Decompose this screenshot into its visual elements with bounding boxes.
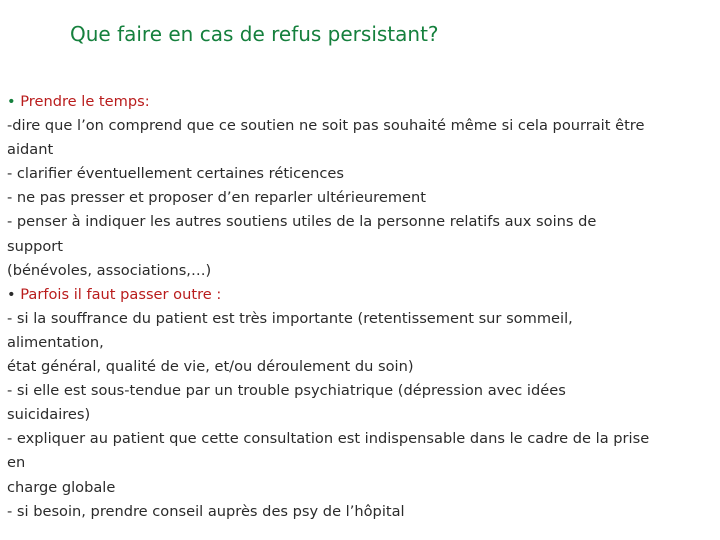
slide-body <box>7 90 717 524</box>
section-heading-prendre-le-temps: Prendre le temps: <box>20 93 150 110</box>
bullet-icon: • <box>7 285 16 303</box>
body-line: -dire que l’on comprend que ce soutien ne soit pas souhaité même si cela pourrait être <box>7 117 645 135</box>
body-line: - expliquer au patient que cette consultation est indispensable dans le cadre de la prise <box>7 430 650 448</box>
body-line: état général, qualité de vie, et/ou déroulement du soin) <box>7 358 414 376</box>
body-line: en <box>7 454 26 472</box>
body-line: aidant <box>7 141 54 159</box>
body-line: - ne pas presser et proposer d’en reparler ultérieurement <box>7 189 427 207</box>
section-heading-parfois-passer-outre: Parfois il faut passer outre : <box>20 285 222 303</box>
body-line: suicidaires) <box>7 406 91 424</box>
body-line: support <box>7 237 64 255</box>
body-line: alimentation, <box>7 333 104 351</box>
slide-title: Que faire en cas de refus persistant? <box>70 22 439 46</box>
body-line: - si la souffrance du patient est très importante (retentissement sur sommeil, <box>7 309 573 327</box>
body-line: - penser à indiquer les autres soutiens utiles de la personne relatifs aux soins de <box>7 213 597 231</box>
body-line: charge globale <box>7 478 116 496</box>
body-line: (bénévoles, associations,…) <box>7 261 212 279</box>
body-line: - clarifier éventuellement certaines réticences <box>7 165 344 183</box>
bullet-icon: • <box>7 93 16 110</box>
section-heading-line <box>7 90 717 114</box>
section-heading-line <box>7 283 717 307</box>
body-line: - si besoin, prendre conseil auprès des psy de l’hôpital <box>7 502 405 520</box>
body-line: - si elle est sous-tendue par un trouble psychiatrique (dépression avec idées <box>7 382 566 400</box>
